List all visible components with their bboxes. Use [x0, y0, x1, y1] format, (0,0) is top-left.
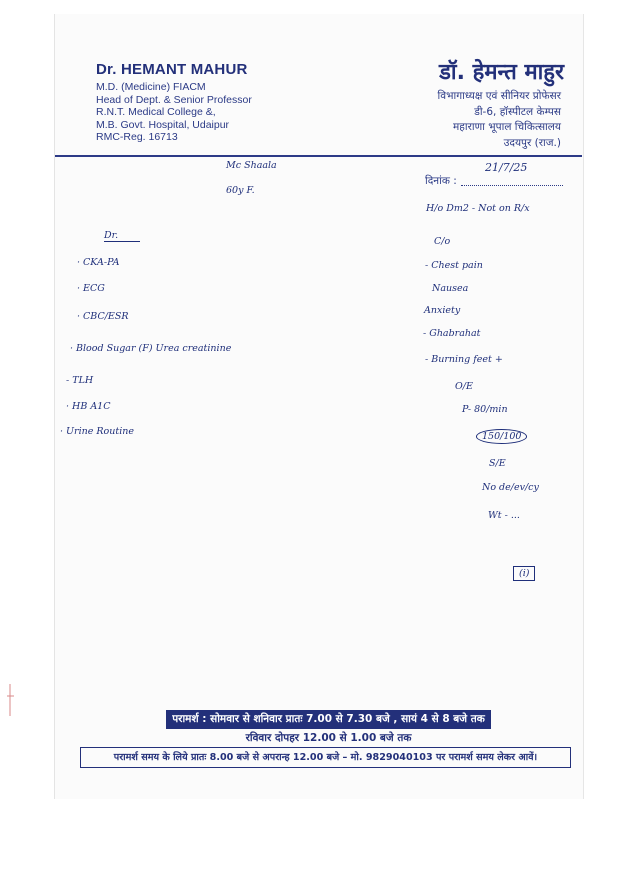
- complaint-item: Nausea: [432, 283, 469, 294]
- complaint-item: - Ghabrahat: [423, 328, 481, 339]
- header-divider: [55, 155, 582, 157]
- investigation-item: · Urine Routine: [60, 426, 134, 437]
- credential-line-hi: विभागाध्यक्ष एवं सीनियर प्रोफेसर: [437, 90, 561, 102]
- handwritten-date: 21/7/25: [485, 161, 528, 174]
- investigation-item: · CKA-PA: [77, 257, 120, 268]
- complaint-item: - Burning feet +: [425, 354, 503, 365]
- investigation-item: - TLH: [66, 375, 94, 386]
- credential-line: M.D. (Medicine) FIACM: [96, 81, 206, 93]
- doctor-credentials-hi: [438, 89, 561, 151]
- patient-age-sex: 60y F.: [226, 185, 255, 196]
- complaints-heading: C/o: [434, 236, 451, 247]
- registration-line: RMC-Reg. 16713: [96, 131, 178, 144]
- city-line-hi: उदयपुर (राज.): [503, 136, 561, 149]
- consultation-hours-bar: परामर्श : सोमवार से शनिवार प्रातः 7.00 से 7.30 बजे , सायं 4 से 8 बजे तक: [166, 710, 491, 729]
- sunday-hours: रविवार दोपहर 12.00 से 1.00 बजे तक: [245, 732, 412, 744]
- doctor-name-hi: डॉ. हेमन्त माहुर: [439, 60, 564, 85]
- investigation-item: · ECG: [77, 283, 105, 294]
- credential-line: Head of Dept. & Senior Professor: [96, 93, 252, 106]
- investigation-item: · Blood Sugar (F) Urea creatinine: [70, 343, 232, 354]
- hospital-line-hi: महाराणा भूपाल चिकित्सालय: [453, 121, 561, 133]
- investigation-item: · HB A1C: [66, 401, 111, 412]
- credential-line: M.B. Govt. Hospital, Udaipur: [96, 118, 230, 131]
- weight-note: Wt - ...: [488, 510, 520, 521]
- credential-line: R.N.T. Medical College &,: [96, 106, 216, 119]
- doctor-credentials-en: [96, 81, 252, 144]
- doctor-name-en: Dr. HEMANT MAHUR: [96, 61, 248, 78]
- boxed-note: (i): [513, 566, 535, 581]
- appointment-note-box: परामर्श समय के लिये प्रातः 8.00 बजे से अपरान्ह 12.00 बजे – मो. 9829040103 पर परामर्श समय लेकर आवें।: [80, 747, 571, 768]
- history-note: H/o Dm2 - Not on R/x: [426, 203, 530, 214]
- date-line: [461, 176, 563, 186]
- patient-name: Mc Shaala: [226, 160, 277, 171]
- exam-findings: No de/ev/cy: [482, 482, 539, 493]
- pulse-note: P- 80/min: [462, 404, 508, 415]
- systemic-exam-note: S/E: [489, 458, 506, 469]
- bp-note: 150/100: [476, 429, 527, 444]
- complaint-item: - Chest pain: [425, 260, 483, 271]
- exam-heading: O/E: [455, 381, 473, 392]
- address-line-hi: डी-6, हॉस्पीटल केम्पस: [474, 105, 561, 118]
- complaint-item: Anxiety: [424, 305, 461, 316]
- date-label: दिनांक :: [425, 175, 457, 187]
- margin-mark: [6, 684, 15, 716]
- investigation-item: · CBC/ESR: [77, 311, 129, 322]
- investigations-heading: Dr.: [104, 230, 140, 242]
